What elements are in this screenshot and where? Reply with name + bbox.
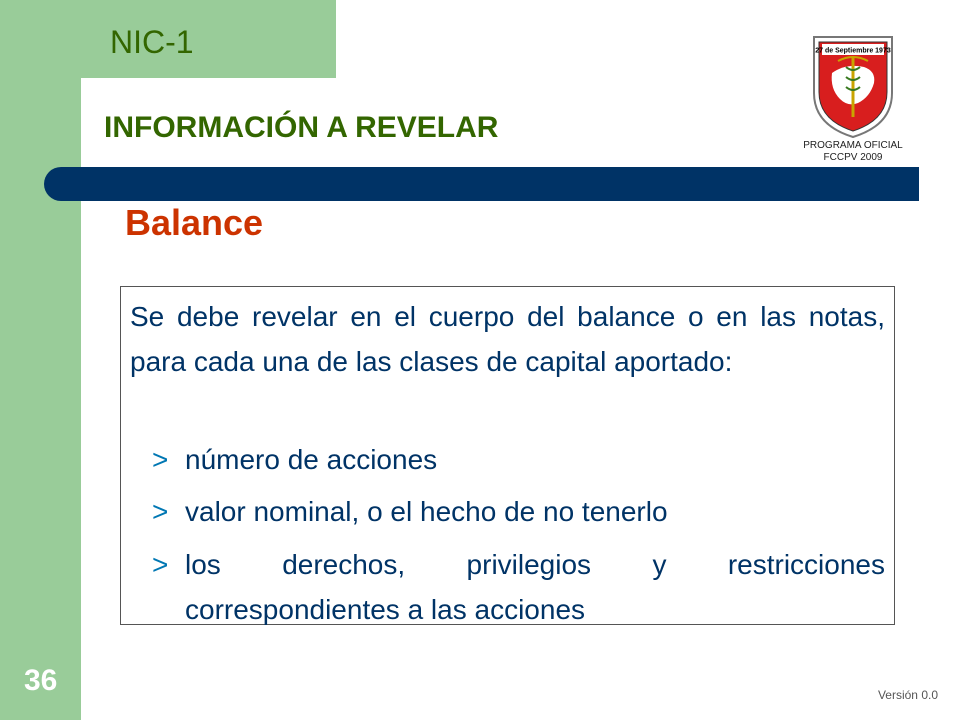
- bullet-text: número de acciones: [185, 444, 438, 475]
- logo-caption-line1: PROGRAMA OFICIAL: [803, 140, 903, 151]
- logo-top-text: 27 de Septiembre 1973: [815, 47, 891, 55]
- nic-label: NIC-1: [110, 24, 194, 60]
- fccpv-logo: [810, 33, 896, 139]
- bullet-item: [152, 489, 885, 534]
- bullet-arrow-icon: >: [152, 496, 169, 527]
- bullet-item: [152, 542, 885, 632]
- bullet-text: los derechos, privilegios y restricciones correspondientes a las acciones: [185, 549, 885, 625]
- version-label: Versión 0.0: [877, 688, 938, 702]
- bullet-arrow-icon: >: [152, 444, 169, 475]
- bullet-text: valor nominal, o el hecho de no tenerlo: [185, 496, 668, 527]
- bullet-arrow-icon: >: [152, 549, 169, 580]
- section-title: INFORMACIÓN A REVELAR: [104, 111, 499, 144]
- logo-caption: [780, 140, 926, 164]
- bullet-item: [152, 437, 885, 482]
- page-number: 36: [24, 664, 58, 697]
- logo-caption-line2: FCCPV 2009: [823, 152, 883, 163]
- slide-heading: Balance: [125, 202, 264, 243]
- left-green-band: [0, 0, 81, 720]
- divider-bar: [44, 167, 919, 201]
- intro-paragraph: Se debe revelar en el cuerpo del balance o en las notas, para cada una de las clases de capital aportado:: [130, 301, 885, 377]
